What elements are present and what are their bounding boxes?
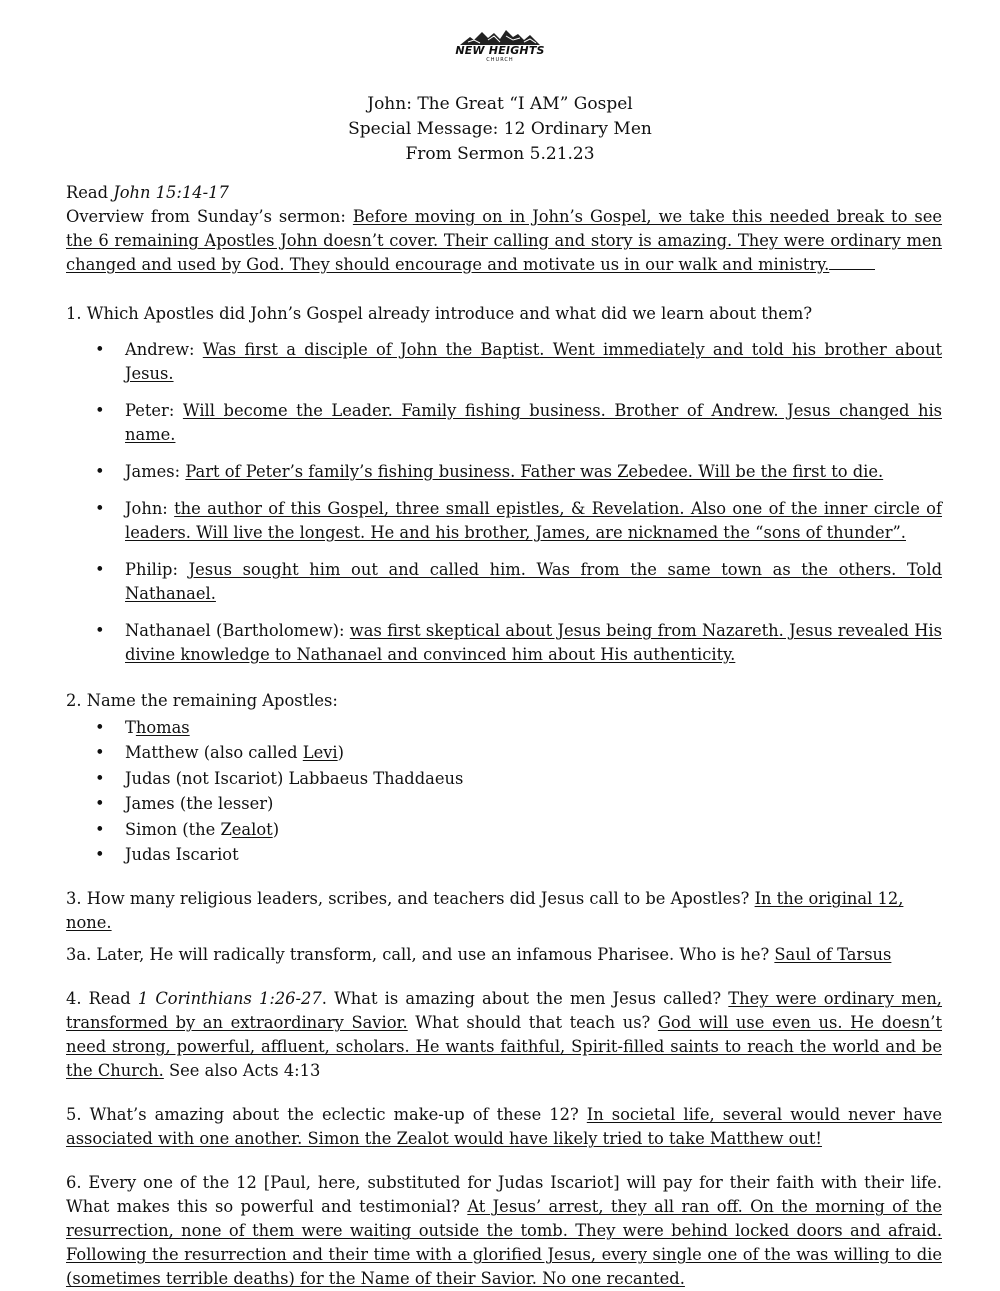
question-3: [66, 887, 942, 935]
apostle-answer: Part of Peter’s family’s fishing business. Father was Zebedee. Will be the first to die.: [185, 462, 884, 481]
item-answer: Levi: [302, 743, 338, 763]
item-answer: homas: [135, 718, 190, 737]
list-item: [66, 558, 942, 606]
list-item: [66, 399, 942, 447]
logo-name: NEW HEIGHTS: [455, 44, 545, 57]
question-2: 2. Name the remaining Apostles:: [66, 691, 338, 710]
list-item: [66, 619, 942, 667]
overview-label: Overview from Sunday’s sermon:: [66, 207, 353, 226]
read-reference: John 15:14-17: [113, 183, 229, 202]
overview-paragraph: [66, 205, 942, 277]
list-item: [66, 817, 942, 842]
list-item: [66, 497, 942, 545]
page-subtitle: Special Message: 12 Ordinary Men: [348, 119, 652, 139]
item-text: Simon (the Z: [125, 819, 232, 839]
list-item: • James (the lesser): [66, 791, 942, 816]
question-answer: God will use even us. He doesn’t need strong, powerful, affluent, scholars. He wants faithful, Spirit-filled saints to reach the world and be the Church.: [66, 1013, 943, 1081]
logo-sub: CHURCH: [486, 57, 514, 63]
list-item: [66, 460, 942, 484]
scripture-reference: 1 Corinthians 1:26-27: [137, 989, 322, 1009]
question-text: 4. Read: [66, 989, 138, 1009]
item-text: ): [272, 819, 280, 839]
apostle-list-known: [66, 338, 942, 667]
apostle-answer: Jesus sought him out and called him. Was from the same town as the others. Told Nathanael.: [125, 560, 942, 603]
question-6: [66, 1171, 942, 1291]
apostle-name: James:: [125, 462, 186, 481]
question-text: . What is amazing about the men Jesus called?: [321, 989, 729, 1009]
apostle-name: John:: [125, 499, 175, 518]
answer-blank-line: [829, 255, 875, 270]
question-text: 6. Every one of the 12 [Paul, here, substituted for Judas Iscariot] will pay for their faith with their life. What makes this so powerful and testimonial?: [66, 1173, 942, 1217]
item-answer: ealot: [231, 819, 273, 839]
question-4: [66, 987, 942, 1083]
worksheet-body: [66, 181, 942, 1291]
question-text: What should that teach us?: [407, 1013, 658, 1033]
list-item: • Judas Iscariot: [66, 842, 942, 867]
read-prefix: Read: [66, 183, 114, 202]
apostle-name: Nathanael (Bartholomew):: [125, 621, 350, 640]
list-item: [66, 740, 942, 765]
question-5: [66, 1103, 942, 1151]
list-item: • Judas (not Iscariot) Labbaeus Thaddaeus: [66, 766, 942, 791]
question-text: 5. What’s amazing about the eclectic make-up of these 12?: [66, 1105, 587, 1125]
apostle-name: Philip:: [125, 560, 189, 579]
question-answer: Saul of Tarsus: [774, 945, 892, 965]
apostle-list-remaining: [66, 715, 942, 867]
read-line: [66, 181, 942, 205]
document-header: [0, 92, 1000, 167]
item-text: Matthew (also called: [125, 743, 303, 763]
apostle-answer: the author of this Gospel, three small epistles, & Revelation. Also one of the inner circle of leaders. Will live the longest. He and his brother, James, are nicknamed the “sons of thunder”.: [125, 499, 942, 542]
question-answer: They were ordinary men, transformed by an extraordinary Savior.: [66, 989, 942, 1033]
question-answer: In the original 12, none.: [66, 889, 904, 933]
item-text: ): [337, 743, 344, 763]
question-text: 3. How many religious leaders, scribes, and teachers did Jesus call to be Apostles?: [66, 889, 755, 909]
question-text: See also Acts 4:13: [163, 1061, 321, 1081]
apostle-answer: Was first a disciple of John the Baptist. Went immediately and told his brother about Jesus.: [125, 340, 942, 383]
sermon-date: From Sermon 5.21.23: [405, 144, 595, 164]
list-item: [66, 715, 942, 740]
apostle-answer: Will become the Leader. Family fishing business. Brother of Andrew. Jesus changed his name.: [125, 401, 943, 444]
question-text: 3a. Later, He will radically transform, call, and use an infamous Pharisee. Who is he?: [66, 945, 775, 965]
apostle-name: Andrew:: [125, 340, 203, 359]
church-logo: [445, 28, 555, 76]
question-1: 1. Which Apostles did John’s Gospel already introduce and what did we learn about them?: [66, 304, 813, 323]
question-answer: In societal life, several would never have associated with one another. Simon the Zealot would have likely tried to take Matthew out!: [66, 1105, 942, 1149]
list-item: [66, 338, 942, 386]
page-title: John: The Great “I AM” Gospel: [367, 94, 633, 114]
apostle-answer: was first skeptical about Jesus being from Nazareth. Jesus revealed His divine knowledge to Nathanael and convinced him about His authenticity.: [125, 621, 942, 664]
question-3a: [66, 943, 942, 967]
item-text: T: [125, 718, 136, 737]
overview-answer: Before moving on in John’s Gospel, we take this needed break to see the 6 remaining Apostles John doesn’t cover. Their calling and story is amazing. They were ordinary men changed and used by God. They should encourage and motivate us in our walk and ministry.: [66, 207, 942, 274]
question-answer: At Jesus’ arrest, they all ran off. On the morning of the resurrection, none of them were waiting outside the tomb. They were behind locked doors and afraid. Following the resurrection and their time with a glorified Jesus, every single one of the was willing to die (sometimes terrible deaths) for the Name of their Savior. No one recanted.: [66, 1197, 943, 1289]
apostle-name: Peter:: [125, 401, 183, 420]
